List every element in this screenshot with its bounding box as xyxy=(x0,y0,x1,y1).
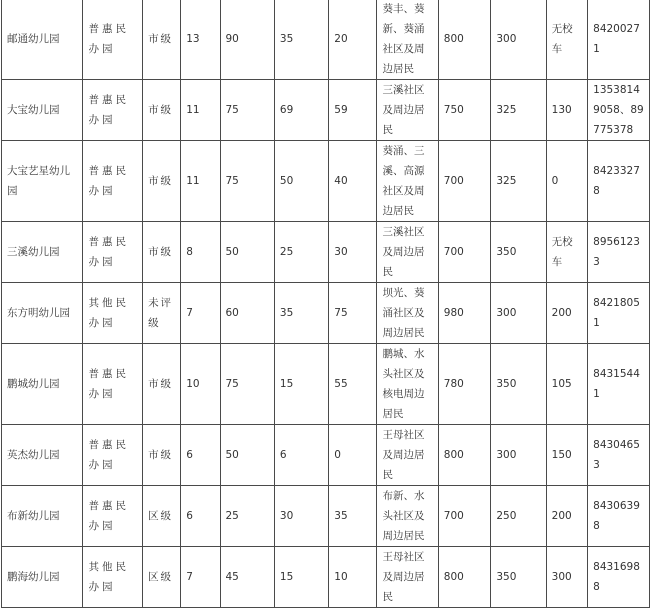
phone-cell: 84304653 xyxy=(588,425,650,486)
table-row xyxy=(2,222,650,283)
fee-b-cell: 300 xyxy=(491,0,546,80)
vacancy-b-cell: 55 xyxy=(329,344,377,425)
level-cell: 市级 xyxy=(143,0,181,80)
fee-b-cell: 350 xyxy=(491,222,546,283)
vacancy-a-cell: 25 xyxy=(274,222,328,283)
kindergarten-table xyxy=(1,0,650,608)
class-count-cell: 11 xyxy=(181,80,220,141)
vacancy-b-cell: 30 xyxy=(329,222,377,283)
school-bus-cell: 150 xyxy=(546,425,587,486)
fee-a-cell: 750 xyxy=(438,80,491,141)
fee-a-cell: 780 xyxy=(438,344,491,425)
fee-a-cell: 800 xyxy=(438,425,491,486)
school-bus-cell: 200 xyxy=(546,283,587,344)
service-area-cell: 葵丰、葵新、葵涌社区及周边居民 xyxy=(377,0,438,80)
class-count-cell: 13 xyxy=(181,0,220,80)
fee-a-cell: 700 xyxy=(438,141,491,222)
level-cell: 未评级 xyxy=(143,283,181,344)
fee-b-cell: 250 xyxy=(491,486,546,547)
school-bus-cell: 无校车 xyxy=(546,222,587,283)
service-area-cell: 坝光、葵涌社区及周边居民 xyxy=(377,283,438,344)
type-cell: 其他民办园 xyxy=(83,547,143,608)
level-cell: 市级 xyxy=(143,344,181,425)
type-cell: 普惠民办园 xyxy=(83,0,143,80)
service-area-cell: 三溪社区及周边居民 xyxy=(377,222,438,283)
class-count-cell: 6 xyxy=(181,486,220,547)
name-cell: 邮通幼儿园 xyxy=(2,0,83,80)
vacancy-b-cell: 0 xyxy=(329,425,377,486)
capacity-cell: 75 xyxy=(220,80,274,141)
phone-cell: 84315441 xyxy=(588,344,650,425)
school-bus-cell: 200 xyxy=(546,486,587,547)
capacity-cell: 75 xyxy=(220,344,274,425)
service-area-cell: 布新、水头社区及周边居民 xyxy=(377,486,438,547)
name-cell: 三溪幼儿园 xyxy=(2,222,83,283)
phone-cell: 84316988 xyxy=(588,547,650,608)
fee-b-cell: 300 xyxy=(491,283,546,344)
vacancy-a-cell: 50 xyxy=(274,141,328,222)
capacity-cell: 90 xyxy=(220,0,274,80)
vacancy-a-cell: 35 xyxy=(274,283,328,344)
fee-a-cell: 700 xyxy=(438,222,491,283)
service-area-cell: 葵涌、三溪、高源社区及周边居民 xyxy=(377,141,438,222)
type-cell: 普惠民办园 xyxy=(83,486,143,547)
table-body xyxy=(2,0,650,608)
vacancy-a-cell: 69 xyxy=(274,80,328,141)
table-row xyxy=(2,80,650,141)
vacancy-b-cell: 59 xyxy=(329,80,377,141)
phone-cell: 84218051 xyxy=(588,283,650,344)
fee-b-cell: 325 xyxy=(491,141,546,222)
table-row xyxy=(2,425,650,486)
vacancy-a-cell: 30 xyxy=(274,486,328,547)
fee-a-cell: 700 xyxy=(438,486,491,547)
school-bus-cell: 无校车 xyxy=(546,0,587,80)
capacity-cell: 25 xyxy=(220,486,274,547)
vacancy-b-cell: 20 xyxy=(329,0,377,80)
level-cell: 市级 xyxy=(143,141,181,222)
phone-cell: 13538149058、89775378 xyxy=(588,80,650,141)
name-cell: 大宝艺星幼儿园 xyxy=(2,141,83,222)
vacancy-b-cell: 10 xyxy=(329,547,377,608)
school-bus-cell: 0 xyxy=(546,141,587,222)
type-cell: 普惠民办园 xyxy=(83,141,143,222)
vacancy-b-cell: 35 xyxy=(329,486,377,547)
class-count-cell: 11 xyxy=(181,141,220,222)
name-cell: 鹏海幼儿园 xyxy=(2,547,83,608)
fee-b-cell: 350 xyxy=(491,344,546,425)
type-cell: 普惠民办园 xyxy=(83,344,143,425)
level-cell: 区级 xyxy=(143,486,181,547)
name-cell: 大宝幼儿园 xyxy=(2,80,83,141)
type-cell: 普惠民办园 xyxy=(83,80,143,141)
table-row xyxy=(2,283,650,344)
class-count-cell: 7 xyxy=(181,283,220,344)
fee-b-cell: 350 xyxy=(491,547,546,608)
service-area-cell: 王母社区及周边居民 xyxy=(377,547,438,608)
level-cell: 市级 xyxy=(143,222,181,283)
table-row xyxy=(2,0,650,80)
table-row xyxy=(2,141,650,222)
table-row xyxy=(2,486,650,547)
school-bus-cell: 300 xyxy=(546,547,587,608)
type-cell: 其他民办园 xyxy=(83,283,143,344)
name-cell: 鹏城幼儿园 xyxy=(2,344,83,425)
level-cell: 市级 xyxy=(143,80,181,141)
fee-a-cell: 980 xyxy=(438,283,491,344)
school-bus-cell: 130 xyxy=(546,80,587,141)
class-count-cell: 8 xyxy=(181,222,220,283)
level-cell: 区级 xyxy=(143,547,181,608)
vacancy-b-cell: 40 xyxy=(329,141,377,222)
vacancy-a-cell: 35 xyxy=(274,0,328,80)
class-count-cell: 7 xyxy=(181,547,220,608)
vacancy-a-cell: 6 xyxy=(274,425,328,486)
capacity-cell: 45 xyxy=(220,547,274,608)
phone-cell: 84306398 xyxy=(588,486,650,547)
capacity-cell: 75 xyxy=(220,141,274,222)
phone-cell: 89561233 xyxy=(588,222,650,283)
capacity-cell: 60 xyxy=(220,283,274,344)
service-area-cell: 鹏城、水头社区及核电周边居民 xyxy=(377,344,438,425)
table-row xyxy=(2,547,650,608)
level-cell: 市级 xyxy=(143,425,181,486)
name-cell: 布新幼儿园 xyxy=(2,486,83,547)
vacancy-b-cell: 75 xyxy=(329,283,377,344)
type-cell: 普惠民办园 xyxy=(83,425,143,486)
class-count-cell: 10 xyxy=(181,344,220,425)
vacancy-a-cell: 15 xyxy=(274,344,328,425)
table-row xyxy=(2,344,650,425)
capacity-cell: 50 xyxy=(220,425,274,486)
school-bus-cell: 105 xyxy=(546,344,587,425)
class-count-cell: 6 xyxy=(181,425,220,486)
name-cell: 东方明幼儿园 xyxy=(2,283,83,344)
vacancy-a-cell: 15 xyxy=(274,547,328,608)
service-area-cell: 三溪社区及周边居民 xyxy=(377,80,438,141)
name-cell: 英杰幼儿园 xyxy=(2,425,83,486)
type-cell: 普惠民办园 xyxy=(83,222,143,283)
phone-cell: 84200271 xyxy=(588,0,650,80)
fee-a-cell: 800 xyxy=(438,547,491,608)
capacity-cell: 50 xyxy=(220,222,274,283)
fee-a-cell: 800 xyxy=(438,0,491,80)
phone-cell: 84233278 xyxy=(588,141,650,222)
service-area-cell: 王母社区及周边居民 xyxy=(377,425,438,486)
fee-b-cell: 325 xyxy=(491,80,546,141)
fee-b-cell: 300 xyxy=(491,425,546,486)
